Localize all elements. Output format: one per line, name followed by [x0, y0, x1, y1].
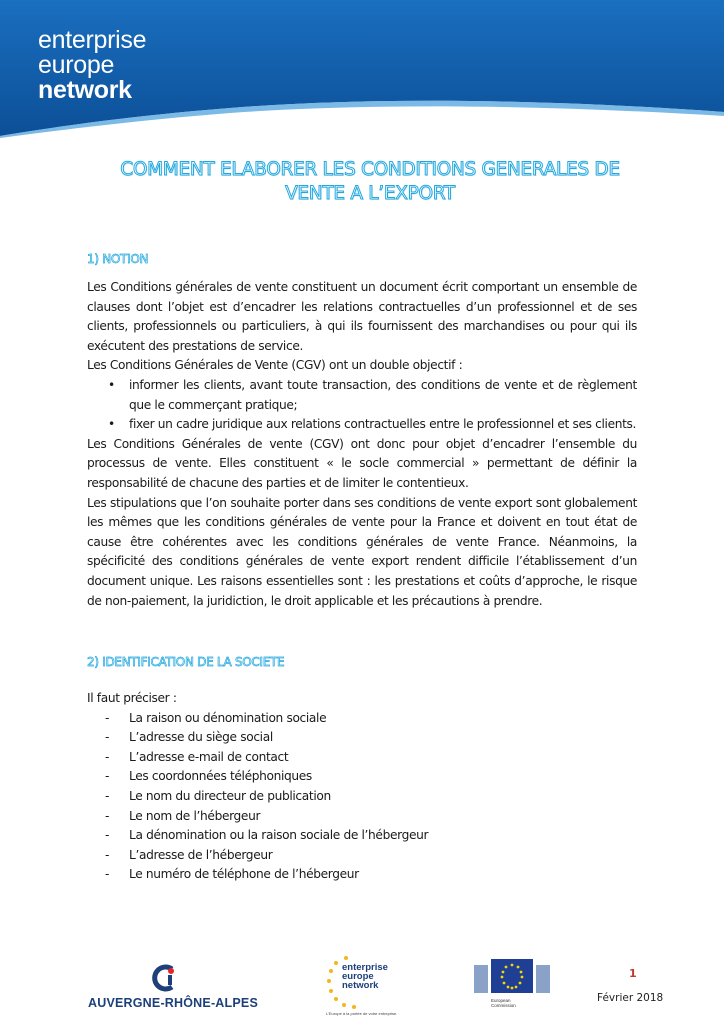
- paragraph: Les Conditions Générales de vente (CGV) ont donc pour objet d’encadrer l’ensemble du processus de vente. Elles constituent « le socle commercial » permettant de définir la responsabilité de chacune des parties et de limiter le contentieux.: [87, 436, 637, 490]
- identification-list: [87, 709, 637, 885]
- paragraph: Les Conditions générales de vente constituent un document écrit comportant un ensemble de clauses dont l’objet est d’encadrer les relations contractuelles d’un professionnel et de ses clients, professionnels ou particuliers, à qui ils fournissent des marchandises ou pour qui ils exécutent des prestations de service.: [87, 280, 637, 353]
- list-item-text: L’adresse de l’hébergeur: [129, 847, 273, 862]
- list-item-text: L’adresse e-mail de contact: [129, 749, 289, 764]
- objectives-list: [87, 376, 637, 435]
- brand-logo-text: [38, 28, 146, 103]
- section-heading-notion: 1) NOTION: [87, 252, 149, 266]
- brand-line-2: europe: [38, 51, 115, 79]
- list-item-text: L’adresse du siège social: [129, 730, 273, 745]
- een-line-2: europe: [342, 971, 374, 982]
- cci-auvergne-rhone-alpes-logo: [88, 963, 258, 1013]
- brand-line-1: enterprise: [38, 26, 147, 54]
- dash-marker: -: [105, 710, 110, 725]
- document-date: Février 2018: [597, 992, 664, 1004]
- list-item: [87, 787, 637, 807]
- section-identification-body: [87, 689, 637, 885]
- ec-line-2: Commission: [491, 1003, 516, 1008]
- cci-region-name: AUVERGNE-RHÔNE-ALPES: [88, 996, 258, 1010]
- list-item: [87, 826, 637, 846]
- dash-marker: -: [105, 788, 110, 803]
- section-notion-body: [87, 278, 637, 611]
- list-item: [87, 728, 637, 748]
- section-heading-identification: 2) IDENTIFICATION DE LA SOCIETE: [87, 655, 285, 669]
- dash-marker: -: [105, 828, 110, 843]
- cci-emblem-icon: [150, 963, 180, 993]
- een-tagline: L’Europe à la portée de votre entreprise.: [326, 1011, 398, 1016]
- header-banner: [0, 0, 724, 138]
- een-line-3: network: [342, 980, 379, 991]
- list-item: [87, 846, 637, 866]
- list-item: • informer les clients, avant toute transaction, des conditions de vente et de règlement que le commerçant pratique;: [87, 376, 637, 415]
- page-number: 1: [629, 967, 637, 980]
- eu-flag-building-icon: [472, 955, 552, 997]
- page-footer: [0, 955, 724, 1024]
- ec-caption: [491, 998, 516, 1008]
- list-item-text: La raison ou dénomination sociale: [129, 710, 327, 725]
- paragraph: Les stipulations que l’on souhaite porter dans ses conditions de vente export sont globalement les mêmes que les conditions générales de vente pour la France et doivent en tout état de cause être cohérentes avec les conditions générales de vente France. Néanmoins, la spécificité des conditions générales de vente export rendent difficile l’établissement d’un document unique. Les raisons essentielles sont : les prestations et coûts d’approche, le risque de non-paiement, la juridiction, le droit applicable et les précautions à prendre.: [87, 495, 637, 608]
- list-item: [87, 865, 637, 885]
- list-item: [87, 807, 637, 827]
- brand-line-3: network: [38, 76, 132, 104]
- een-wordmark: [342, 963, 388, 990]
- list-item-text: Le numéro de téléphone de l’hébergeur: [129, 867, 359, 882]
- paragraph: Les Conditions Générales de Vente (CGV) ont un double objectif :: [87, 358, 463, 373]
- enterprise-europe-network-logo: [326, 955, 396, 1017]
- list-item-text: La dénomination ou la raison sociale de l’hébergeur: [129, 828, 429, 843]
- list-item: [87, 748, 637, 768]
- list-item-text: Le nom de l’hébergeur: [129, 808, 261, 823]
- dash-marker: -: [105, 769, 110, 784]
- document-title: COMMENT ELABORER LES CONDITIONS GENERALES DE VENTE A L’EXPORT: [120, 159, 620, 204]
- paragraph: Il faut préciser :: [87, 691, 177, 705]
- dash-marker: -: [105, 847, 110, 862]
- list-item: [87, 709, 637, 729]
- dash-marker: -: [105, 808, 110, 823]
- dash-marker: -: [105, 867, 110, 882]
- list-item: [87, 767, 637, 787]
- een-line-1: enterprise: [342, 962, 388, 973]
- list-item: • fixer un cadre juridique aux relations contractuelles entre le professionnel et ses clients.: [87, 415, 637, 435]
- dash-marker: -: [105, 749, 110, 764]
- list-item-text: Le nom du directeur de publication: [129, 788, 331, 803]
- european-commission-logo: [472, 955, 552, 1017]
- dash-marker: -: [105, 730, 110, 745]
- list-item-text: Les coordonnées téléphoniques: [129, 769, 312, 784]
- ec-line-1: European: [491, 998, 511, 1003]
